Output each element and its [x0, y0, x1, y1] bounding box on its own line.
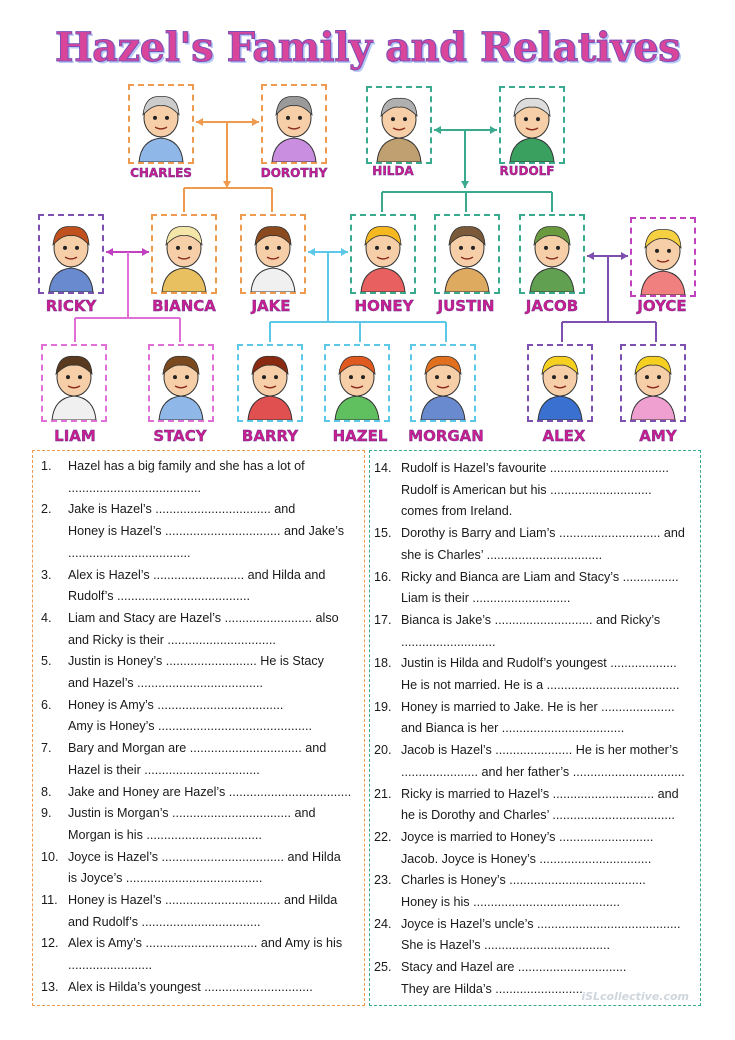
exercise-number: 25. [374, 960, 392, 975]
arrow-head-icon [308, 248, 315, 256]
exercise-number: 21. [374, 786, 392, 801]
person-name: BIANCA [152, 297, 216, 315]
portrait-frame [148, 344, 214, 422]
exercise-number: 1. [41, 459, 52, 473]
boy-icon [412, 346, 474, 420]
person-name: AMY [639, 427, 677, 445]
person-name: JAKE [251, 297, 291, 315]
portrait-frame [41, 344, 107, 422]
portrait-frame [620, 344, 686, 422]
arrow-head-icon [490, 126, 497, 134]
watermark: iSLcollective.com [581, 990, 689, 1003]
person-name: LIAM [54, 427, 96, 445]
exercise-number: 6. [41, 697, 52, 712]
portrait-frame [237, 344, 303, 422]
arrow-head-icon [621, 252, 628, 260]
exercise-number: 24. [374, 916, 392, 931]
person-name: JOYCE [637, 297, 687, 315]
exercise-line: Alex is Hazel’s .......................... and Hilda and [68, 567, 326, 582]
person-name: JACOB [525, 297, 579, 315]
person-name: RICKY [45, 297, 97, 315]
grandma-icon [263, 86, 325, 162]
exercise-line: Honey is married to Jake. He is her ..................... [401, 699, 675, 714]
exercise-number: 4. [41, 610, 52, 625]
exercise-line: Joyce is Hazel’s uncle’s ......................................... [401, 916, 681, 931]
person-name: STACY [153, 427, 207, 445]
leprechaun-grandpa-icon [501, 88, 563, 162]
exercise-number: 10. [41, 849, 59, 864]
exercise-line: Jacob. Joyce is Honey’s ................................ [401, 851, 652, 866]
arrow-head-icon [196, 118, 203, 126]
exercise-line: is Joyce’s ....................................... [68, 871, 263, 886]
arrow-head-icon [106, 248, 113, 256]
exercise-line: Amy is Honey’s ............................................ [68, 719, 313, 734]
exercise-line: Honey is Hazel’s ................................. and Jake’s [68, 524, 345, 539]
person-name: ALEX [542, 427, 586, 445]
person-name: DOROTHY [260, 166, 328, 180]
boy-icon [43, 346, 105, 420]
exercise-line: Liam is their ............................ [401, 591, 571, 606]
exercise-number: 7. [41, 741, 52, 756]
portrait-frame [261, 84, 327, 164]
exercise-number: 17. [374, 612, 392, 627]
exercise-number: 3. [41, 567, 52, 582]
exercise-line: comes from Ireland. [401, 504, 513, 519]
exercise-line: Jake and Honey are Hazel’s ................................... [68, 784, 352, 799]
person-name: RUDOLF [499, 164, 555, 178]
man-icon [242, 216, 304, 292]
grandpa-icon [130, 86, 192, 162]
arrow-head-icon [461, 181, 469, 188]
portrait-frame [38, 214, 104, 294]
woman-icon [153, 216, 215, 292]
exercise-number: 18. [374, 656, 392, 671]
woman-icon [632, 219, 694, 295]
portrait-frame [128, 84, 194, 164]
exercise-line: Alex is Amy’s ................................ and Amy is his [68, 936, 343, 951]
exercise-line: and Hazel’s .................................... [68, 675, 264, 690]
exercise-number: 20. [374, 743, 392, 758]
girl-icon [622, 346, 684, 420]
portrait-frame [499, 86, 565, 164]
exercise-number: 12. [41, 936, 59, 951]
exercise-line: he is Dorothy and Charles’ ................................... [401, 808, 675, 823]
portrait-frame [527, 344, 593, 422]
exercise-line: Ricky and Bianca are Liam and Stacy’s ................ [401, 569, 679, 584]
person-name: HAZEL [332, 427, 388, 445]
exercise-line: Morgan is his ................................. [68, 827, 262, 842]
exercise-line: Hazel has a big family and she has a lot of [68, 459, 305, 473]
person-name: CHARLES [130, 166, 192, 180]
exercise-line: Bary and Morgan are ................................ and [68, 741, 327, 756]
exercise-line: Bianca is Jake’s ............................ and Ricky’s [401, 612, 661, 627]
portrait-frame [240, 214, 306, 294]
person-name: BARRY [241, 427, 299, 445]
exercise-number: 2. [41, 502, 52, 517]
exercise-number: 15. [374, 526, 392, 541]
exercise-line: Charles is Honey’s ....................................... [401, 873, 646, 888]
person-name: HONEY [354, 297, 414, 315]
man-hat-icon [436, 216, 498, 292]
exercise-line: she is Charles’ ................................. [401, 547, 603, 562]
exercise-line: Honey is Hazel’s ................................. and Hilda [68, 893, 338, 907]
exercise-line: Stacy and Hazel are ............................... [401, 960, 627, 975]
exercise-line: and Rudolf’s .................................. [68, 914, 261, 929]
man-cap-icon [521, 216, 583, 292]
exercise-line: Alex is Hilda’s youngest ............................... [68, 979, 313, 994]
exercise-line: Joyce is married to Honey’s ........................... [401, 829, 654, 844]
grandma-cook-icon [368, 88, 430, 162]
portrait-frame [151, 214, 217, 294]
portrait-frame [630, 217, 696, 297]
exercise-number: 11. [41, 893, 58, 907]
girl-icon [150, 346, 212, 420]
man-icon [40, 216, 102, 292]
arrow-head-icon [341, 248, 348, 256]
exercise-line: and Ricky is their ............................... [68, 632, 276, 647]
exercise-line: Justin is Hilda and Rudolf’s youngest ................... [401, 656, 677, 671]
exercise-line: ........................ [68, 958, 152, 973]
exercise-number: 9. [41, 806, 52, 821]
exercise-line: Dorothy is Barry and Liam’s ............................. and [401, 526, 685, 541]
exercise-line: Rudolf is American but his ............................. [401, 482, 652, 497]
exercise-line: Justin is Honey’s .......................... He is Stacy [68, 654, 324, 669]
arrow-head-icon [434, 126, 441, 134]
exercise-line: Rudolf’s ...................................... [68, 589, 250, 604]
exercise-line: Ricky is married to Hazel’s ............................. and [401, 786, 679, 801]
exercise-line: Justin is Morgan’s .................................. and [68, 806, 316, 821]
exercise-line: Jake is Hazel’s ................................. and [68, 502, 296, 517]
arrow-head-icon [587, 252, 594, 260]
exercise-number: 23. [374, 873, 392, 888]
exercise-line: ................................... [68, 545, 191, 560]
portrait-frame [350, 214, 416, 294]
exercise-line: He is not married. He is a ...................................... [401, 677, 680, 692]
arrow-head-icon [252, 118, 259, 126]
exercise-number: 13. [41, 979, 59, 994]
exercise-line: Rudolf is Hazel’s favourite .................................. [401, 461, 669, 475]
exercise-line: Jacob is Hazel’s ...................... He is her mother’s [401, 743, 679, 758]
portrait-frame [434, 214, 500, 294]
arrow-head-icon [142, 248, 149, 256]
exercise-line: They are Hilda’s ......................... [401, 981, 583, 996]
person-name: MORGAN [408, 427, 484, 445]
girl-pigtails-icon [326, 346, 388, 420]
exercise-line: Honey is Amy’s .................................... [68, 697, 284, 712]
exercise-line: Liam and Stacy are Hazel’s ......................... also [68, 610, 339, 625]
person-name: JUSTIN [437, 297, 495, 315]
exercise-number: 5. [41, 654, 52, 669]
exercise-number: 14. [374, 461, 392, 475]
person-name: HILDA [372, 164, 414, 178]
exercise-line: and Bianca is her ................................... [401, 721, 625, 736]
arrow-head-icon [223, 181, 231, 188]
angry-boy-icon [239, 346, 301, 420]
exercise-line: ...................... and her father’s ................................ [401, 764, 685, 779]
boy-reading-icon [529, 346, 591, 420]
woman-icon [352, 216, 414, 292]
exercise-number: 19. [374, 699, 392, 714]
exercise-line: Hazel is their ................................. [68, 762, 260, 777]
exercise-number: 16. [374, 569, 392, 584]
page-title: Hazel's Family and Relatives [54, 24, 681, 71]
exercise-line: ...................................... [68, 480, 201, 495]
portrait-frame [366, 86, 432, 164]
portrait-frame [324, 344, 390, 422]
exercise-line: Honey is his .......................................... [401, 894, 621, 909]
exercise-number: 22. [374, 829, 392, 844]
exercise-line: Joyce is Hazel’s ................................... and Hilda [68, 849, 341, 864]
exercise-line: ........................... [401, 634, 496, 649]
exercise-line: She is Hazel’s .................................... [401, 938, 611, 953]
portrait-frame [519, 214, 585, 294]
portrait-frame [410, 344, 476, 422]
exercise-number: 8. [41, 784, 52, 799]
